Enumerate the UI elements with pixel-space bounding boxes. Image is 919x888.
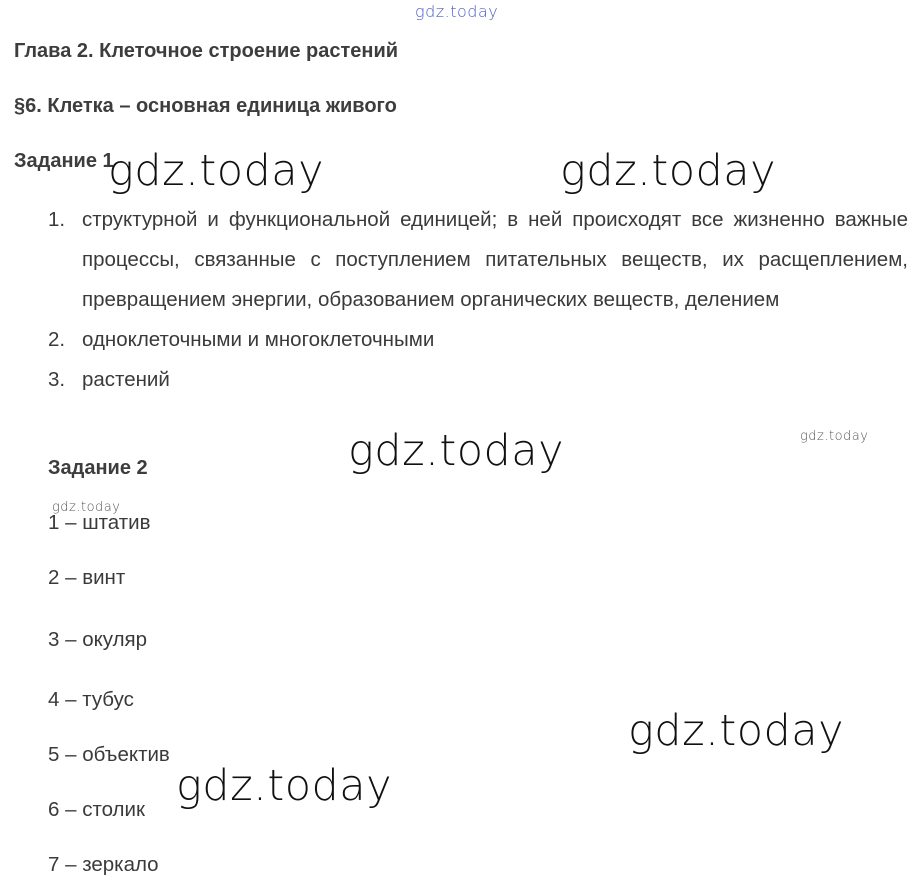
list-item bbox=[48, 200, 908, 320]
list-item-text: одноклеточными и многоклеточными bbox=[82, 328, 435, 351]
section-title: §6. Клетка – основная единица живого bbox=[14, 95, 397, 117]
watermark: gdz.today bbox=[176, 761, 393, 811]
list-item: 2 – винт bbox=[48, 566, 126, 589]
list-item bbox=[48, 320, 908, 360]
watermark-small: gdz.today bbox=[52, 500, 121, 515]
watermark: gdz.today bbox=[628, 706, 845, 756]
chapter-title: Глава 2. Клеточное строение растений bbox=[14, 40, 399, 62]
watermark: gdz.today bbox=[108, 146, 325, 196]
task1-list bbox=[48, 200, 908, 400]
task2-title: Задание 2 bbox=[48, 457, 148, 479]
list-item: 5 – объектив bbox=[48, 743, 170, 766]
watermark: gdz.today bbox=[560, 146, 777, 196]
list-item-number: 3. bbox=[48, 368, 66, 391]
list-item: 3 – окуляр bbox=[48, 628, 148, 651]
list-item bbox=[48, 360, 908, 400]
task1-title: Задание 1 bbox=[14, 150, 114, 172]
watermark-small: gdz.today bbox=[800, 429, 869, 444]
list-item-number: 1. bbox=[48, 208, 66, 231]
list-item-text: растений bbox=[82, 368, 170, 391]
list-item: 7 – зеркало bbox=[48, 853, 159, 876]
list-item-text: структурной и функциональной единицей; в ней происходят все жизненно важные процессы, связанные с поступлением питательных веществ, их расщеплением, превращением энергии, образованием органических веществ, делением bbox=[82, 208, 908, 311]
list-item-number: 2. bbox=[48, 328, 66, 351]
list-item: 4 – тубус bbox=[48, 688, 134, 711]
watermark: gdz.today bbox=[348, 426, 565, 476]
list-item: 1 – штатив bbox=[48, 511, 151, 534]
watermark-top: gdz.today bbox=[415, 2, 499, 21]
list-item: 6 – столик bbox=[48, 798, 145, 821]
